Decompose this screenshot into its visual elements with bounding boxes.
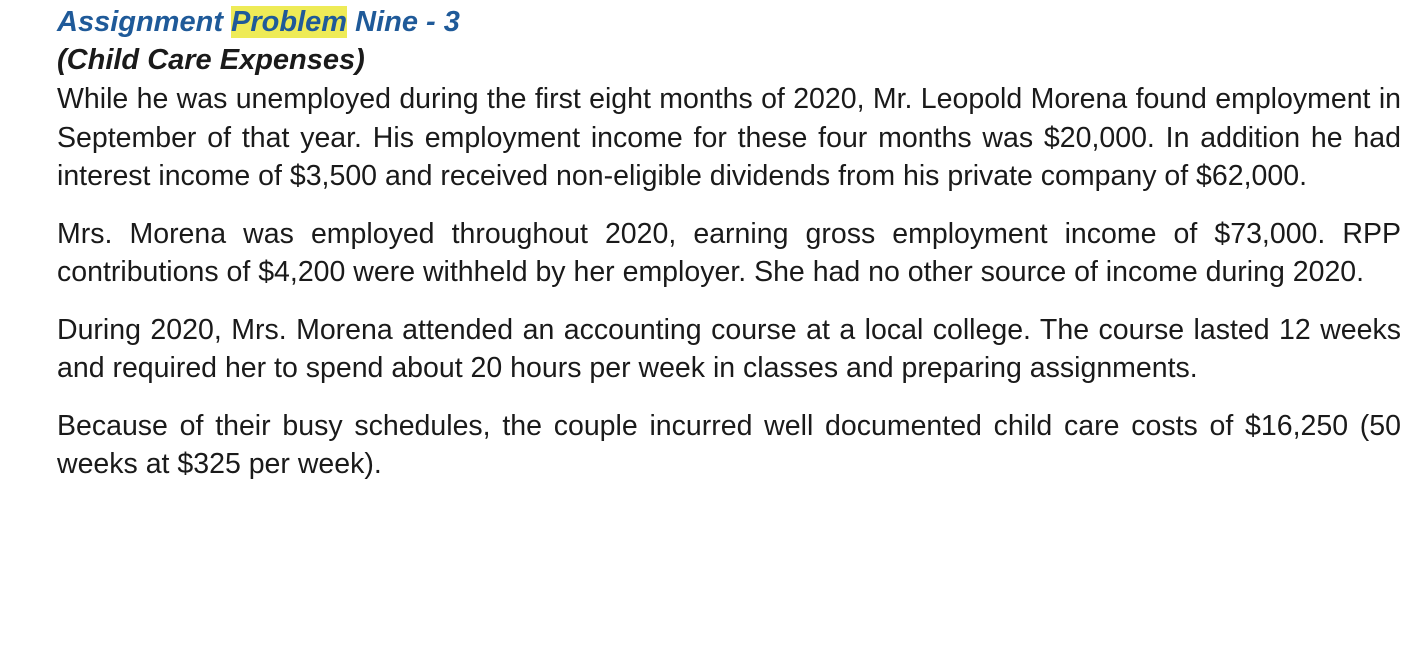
paragraph-mrs-morena-employment: Mrs. Morena was employed throughout 2020, earning gross employment income of $73,000. RPP contributions of $4,200 were withheld by her employer. She had no other source of income during 2020. — [57, 217, 1401, 288]
title-highlighted-word: Problem — [231, 6, 348, 38]
problem-title — [57, 4, 1401, 40]
assignment-problem-document — [57, 4, 1401, 484]
paragraph-mr-morena-income: While he was unemployed during the first eight months of 2020, Mr. Leopold Morena found employment in September of that year. His employment income for these four months was $20,000. In addition he had interest income of $3,500 and received non-eligible dividends from his private company of $62,000. — [57, 83, 1401, 192]
title-suffix: Nine - 3 — [347, 6, 460, 38]
problem-subtitle: (Child Care Expenses) — [57, 44, 365, 76]
paragraph-accounting-course: During 2020, Mrs. Morena attended an accounting course at a local college. The course lasted 12 weeks and required her to spend about 20 hours per week in classes and preparing assignments. — [57, 313, 1401, 384]
paragraph-child-care-costs: Because of their busy schedules, the couple incurred well documented child care costs of $16,250 (50 weeks at $325 per week). — [57, 409, 1401, 480]
title-prefix: Assignment — [57, 6, 232, 38]
